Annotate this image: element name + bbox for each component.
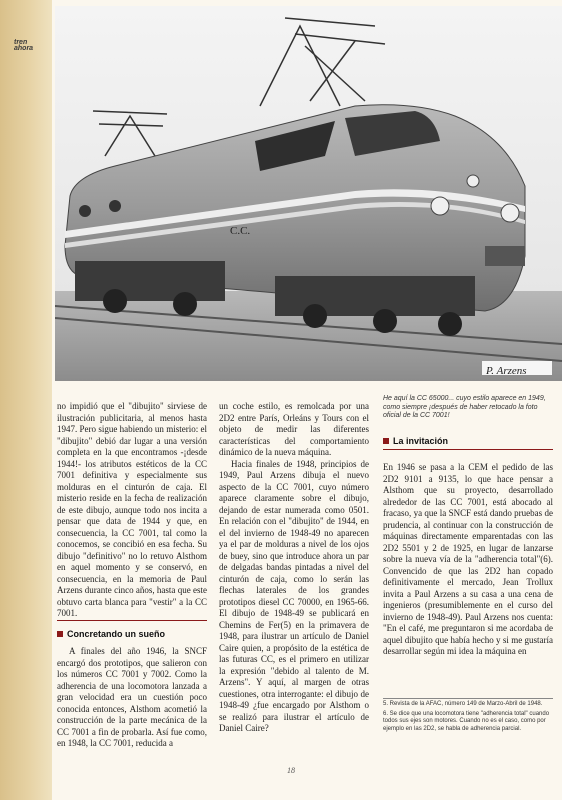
col2-paragraph-2: Hacia finales de 1948, principios de 1949, Paul Arzens dibuja el nuevo aspecto de la CC 7001, cuyo número aparece claramente sobre el dibujo, dejando de estar numerada como 0501. En relación con el "dibujito" de 1944, en el del invierno de 1948-49 no aparecen ya el par de molduras a nivel de los ojos de buey, sino que introduce ahora un par de delgadas bandas pintadas a nivel del cinturón de caja, como lo serán las flechas laterales de los grandes prototipos diesel CC 70000, en 1965-66. El dibujo de 1948-49 se publicará en Chemins de Fer(5) en la primavera de 1948, para ilustrar un artículo de Daniel Caire quien, a propósito de la estética de las futuras CC, es el primero en utilizar la expresión "debido al talento de M. Arzens". Y aquí, al margen de otras cuestiones, otra interrogante: el dibujo de 1948-49 ¿fue encargado por Alsthom o se realizó para ilustrar el artículo de Daniel Caire? xyxy=(219,458,369,733)
footnote-6: 6. Se dice que una locomotora tiene "adherencia total" cuando todos sus ejes son motores. Cuando no es el caso, como por ejemplo en las 2D2, se habla de adherencia parcial. xyxy=(383,710,550,732)
col1-paragraph-1: no impidió que el "dibujito" sirviese de ilustración publicitaria, al menos hasta 1947. Pero sigue habiendo un misterio: el "dibujito" debió dar lugar a una versión completa en la que encontramos -¡desde 1944!- los atributos estéticos de la CC 7001 definitiva y especialmente sus molduras en el cinturón de caja. El misterio reside en la fecha de realización de este dibujo, aunque todo nos incita a pensar que data de 1944 y que, en consecuencia, la CC 7001, tal como la conocemos, se concibió en esa fecha. Su dibujo "definitivo" no lo retuvo Alsthom en aquel momento y se conservó, en consecuencia, en la memoria de Paul Arzens durante cinco años, hasta que este obtuvo carta blanca para "vestir" a la CC 7001. xyxy=(57,401,207,618)
footnotes xyxy=(383,701,553,735)
col2-paragraph-1: un coche estilo, es remolcada por una 2D2 entre París, Orleáns y Tours con el objeto de medir las diferentes características del comportamiento dinámico de la nueva máquina. xyxy=(219,401,369,457)
section-rule xyxy=(57,620,207,621)
page-margin-strip xyxy=(0,0,52,800)
signature-box xyxy=(482,361,552,375)
section-rule xyxy=(383,449,553,450)
column-3 xyxy=(383,462,553,658)
column-2 xyxy=(219,401,369,735)
magazine-logo xyxy=(14,40,33,52)
section-heading-invitacion xyxy=(383,436,553,446)
logo-line1: tren xyxy=(14,39,28,46)
heading-text: Concretando un sueño xyxy=(67,628,166,639)
footnote-rule xyxy=(383,698,553,699)
page-number: 18 xyxy=(287,766,295,775)
logo-line2: ahora xyxy=(14,45,34,52)
locomotive-photo xyxy=(55,6,562,381)
photo-signature: P. Arzens xyxy=(486,365,527,377)
section-heading-invitacion-wrap xyxy=(383,436,553,456)
column-1 xyxy=(57,401,207,750)
footnote-5: 5. Revista de la AFAC, número 149 de Marzo-Abril de 1948. xyxy=(383,701,543,707)
col3-paragraph-1: En 1946 se pasa a la CEM el pedido de las 2D2 9101 a 9135, lo que hace pensar a Alsthom que su proyecto, desarrollado alrededor de las CC 7001, está abocado al fracaso, ya que la SNCF está dando pruebas de prudencia, al continuar con la construcción de máquinas directamente emparentadas con las 2D2 5501 y 2 de 1925, en lugar de lanzarse sobre la nueva vía de la "adherencia total"(6). Convencido de que las 2D2 han copado definitivamente el mercado, Jean Trollux invita a Paul Arzens a su casa a una cena de ingenieros (presumiblemente en el curso del invierno de 1948-49). Paul Arzens nos cuenta: "En el café, me preguntaron si me acordaba de aquel dibujito que había hecho y si me gustaría desarrollar según mi idea la máquina en xyxy=(383,462,553,656)
col1-paragraph-2: A finales del año 1946, la SNCF encargó dos prototipos, que salieron con los números CC 7001 y 7002. Como la adherencia de una locomotora lanzada a gran velocidad era un cuestión poco conocida entonces, Alsthom acometió la construcción de la parte mecánica de la CC 7001 a fin de probarla. Así fue como, en 1948, la CC 7001, reducida a xyxy=(57,646,207,748)
photo-caption: He aquí la CC 65000... cuyo estilo aparece en 1949, como siempre ¡después de haber retocado la foto oficial de la CC 7001! xyxy=(383,395,546,419)
heading-square-icon xyxy=(57,631,63,637)
svg-text:C.C.: C.C. xyxy=(230,225,251,237)
heading-text: La invitación xyxy=(393,436,449,446)
heading-square-icon xyxy=(383,438,389,444)
section-heading-concretando xyxy=(57,629,207,641)
